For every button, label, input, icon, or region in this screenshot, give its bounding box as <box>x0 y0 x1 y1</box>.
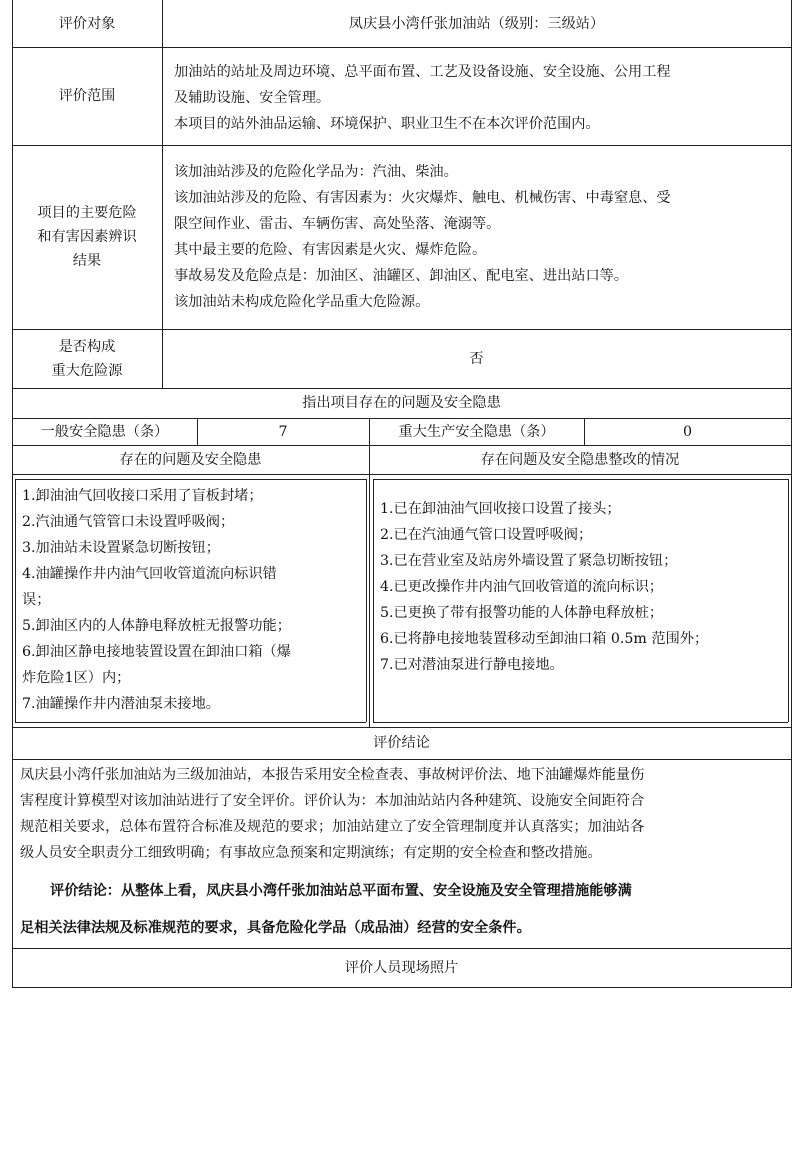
list-item: 1.已在卸油油气回收接口设置了接头； <box>380 501 621 517</box>
list-item: 3.已在营业室及站房外墙设置了紧急切断按钮； <box>380 553 678 569</box>
major-hazard-count-value: 0 <box>682 423 693 440</box>
conclusion-line: 凤庆县小湾仟张加油站为三级加油站，本报告采用安全检查表、事故树评价法、地下油罐爆炸能量伤 <box>20 767 645 783</box>
list-item: 4.油罐操作井内油气回收管道流向标识错 <box>22 566 277 582</box>
scope-line: 及辅助设施、安全管理。 <box>174 90 331 106</box>
inner-hline <box>373 722 788 723</box>
list-item: 2.汽油通气管管口未设置呼吸阀； <box>22 514 235 530</box>
list-item: 6.已将静电接地装置移动至卸油口箱 0.5m 范围外； <box>380 631 709 647</box>
evaluation-scope-label: 评价范围 <box>58 88 116 104</box>
evaluation-object-value: 凤庆县小湾仟张加油站（级别：三级站） <box>348 15 605 32</box>
issues-left-header: 存在的问题及安全隐患 <box>119 451 262 468</box>
conclusion-bold-line-2: 足相关法律法规及标准规范的要求，具备危险化学品（成品油）经营的安全条件。 <box>20 920 531 936</box>
major-hazard-value: 否 <box>469 350 484 367</box>
conclusion-line: 害程度计算模型对该加油站进行了安全评价。评价认为：本加油站站内各种建筑、设施安全间距符合 <box>20 793 645 809</box>
inner-vline <box>788 479 789 722</box>
hazard-line: 该加油站涉及的危险、有害因素为：火灾爆炸、触电、机械伤害、中毒窒息、受 <box>174 190 671 206</box>
hazard-line: 该加油站未构成危险化学品重大危险源。 <box>174 294 430 310</box>
issues-right-header: 存在问题及安全隐患整改的情况 <box>480 451 680 468</box>
issues-section-header: 指出项目存在的问题及安全隐患 <box>302 395 501 411</box>
scope-line: 加油站的站址及周边环境、总平面布置、工艺及设备设施、安全设施、公用工程 <box>174 64 671 80</box>
list-item: 7.油罐操作井内潜油泵未接地。 <box>22 696 220 712</box>
hazard-identification-label: 项目的主要危险 和有害因素辨识 结果 <box>37 205 137 269</box>
list-item: 5.已更换了带有报警功能的人体静电释放桩； <box>380 605 664 621</box>
list-item: 4.已更改操作井内油气回收管道的流向标识； <box>380 579 664 595</box>
list-item: 5.卸油区内的人体静电释放桩无报警功能； <box>22 618 291 634</box>
inner-hline <box>15 722 366 723</box>
inner-hline <box>373 479 788 480</box>
site-photos-header: 评价人员现场照片 <box>344 959 459 976</box>
scope-line: 本项目的站外油品运输、环境保护、职业卫生不在本次评价范围内。 <box>174 116 600 132</box>
conclusion-text <box>20 762 788 866</box>
inner-hline <box>15 479 366 480</box>
evaluation-object-label: 评价对象 <box>58 15 116 32</box>
list-item: 7.已对潜油泵进行静电接地。 <box>380 657 564 673</box>
rectification-list <box>380 496 785 678</box>
conclusion-bold-line-1: 评价结论：从整体上看，凤庆县小湾仟张加油站总平面布置、安全设施及安全管理措施能够满 <box>50 883 632 899</box>
hazard-line: 该加油站涉及的危险化学品为：汽油、柴油。 <box>174 164 458 180</box>
general-hazard-count-value: 7 <box>278 423 288 440</box>
hline <box>12 759 792 760</box>
issues-list <box>22 483 364 717</box>
hline <box>12 987 792 988</box>
general-hazard-count-label: 一般安全隐患（条） <box>40 423 169 440</box>
hazard-line: 事故易发及危险点是：加油区、油罐区、卸油区、配电室、进出站口等。 <box>174 268 629 284</box>
conclusion-line: 规范相关要求，总体布置符合标准及规范的要求；加油站建立了安全管理制度并认真落实；加油站各 <box>20 819 645 835</box>
hline <box>12 474 792 475</box>
list-item: 6.卸油区静电接地装置设置在卸油口箱（爆 <box>22 644 291 660</box>
major-hazard-count-label: 重大生产安全隐患（条） <box>398 423 555 440</box>
inner-vline <box>366 479 367 722</box>
evaluation-scope-text <box>174 59 786 137</box>
hazard-line: 其中最主要的危险、有害因素是火灾、爆炸危险。 <box>174 242 487 258</box>
hazard-identification-text <box>174 159 786 315</box>
conclusion-line: 级人员安全职责分工细致明确；有事故应急预案和定期演练；有定期的安全检查和整改措施。 <box>20 845 602 861</box>
list-item: 误； <box>22 592 51 608</box>
major-hazard-label: 是否构成 重大危险源 <box>51 338 123 379</box>
inner-vline <box>15 479 16 722</box>
inner-vline <box>373 479 374 722</box>
border-right <box>791 0 792 987</box>
list-item: 炸危险1区）内； <box>22 670 131 686</box>
list-item: 3.加油站未设置紧急切断按钮； <box>22 540 220 556</box>
list-item: 1.卸油油气回收接口采用了盲板封堵； <box>22 488 263 504</box>
list-item: 2.已在汽油通气管口设置呼吸阀； <box>380 527 593 543</box>
conclusion-header: 评价结论 <box>373 735 430 751</box>
hazard-line: 限空间作业、雷击、车辆伤害、高处坠落、淹溺等。 <box>174 216 501 232</box>
